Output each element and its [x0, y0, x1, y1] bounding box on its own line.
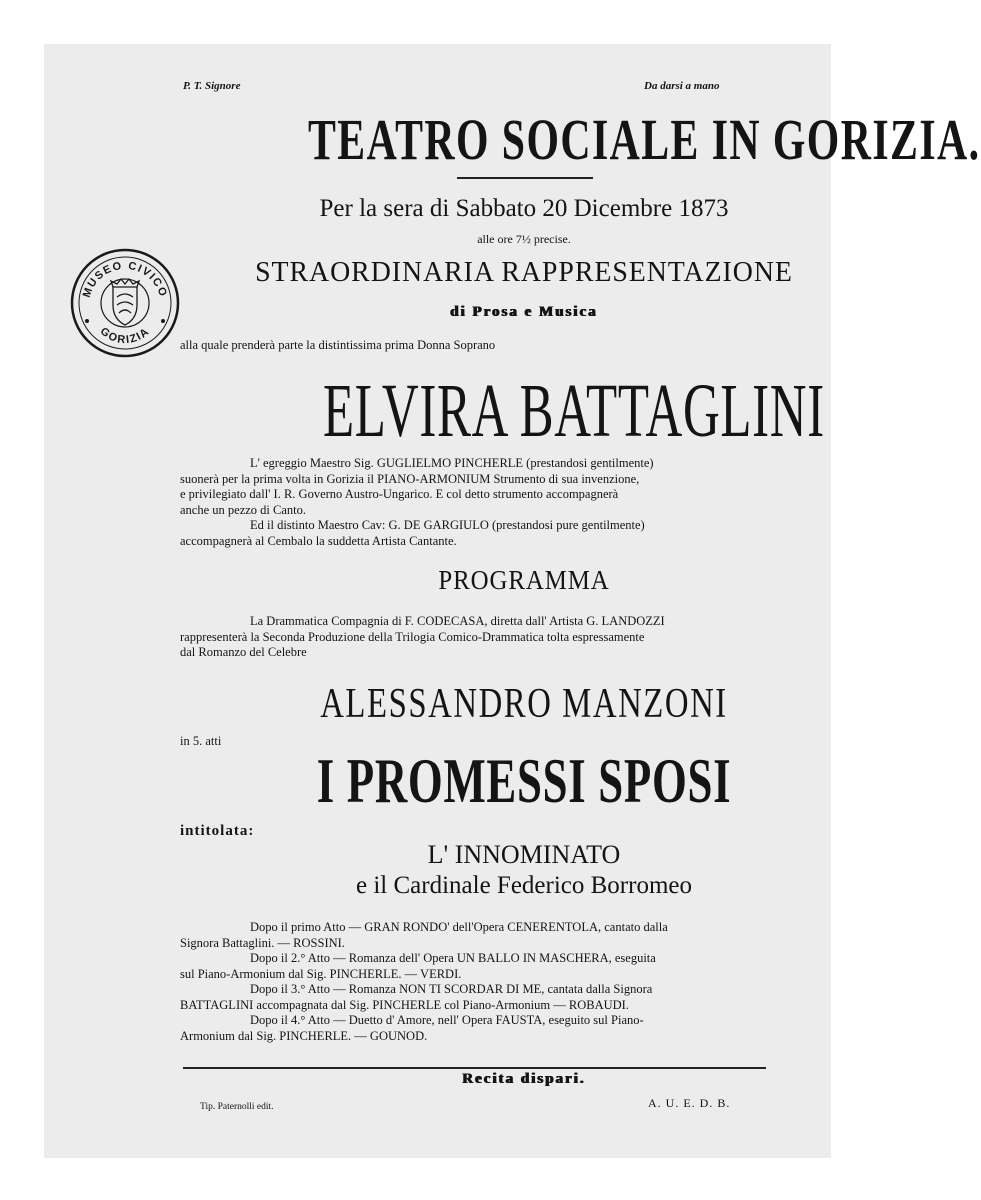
programma-heading: PROGRAMMA	[438, 565, 610, 595]
date-line: Per la sera di Sabbato 20 Dicembre 1873	[319, 195, 729, 222]
author-name: ALESSANDRO MANZONI	[320, 681, 728, 727]
stamp-top-text: MUSEO CIVICO	[80, 259, 170, 300]
interlude-line: Armonium dal Sig. PINCHERLE. — GOUNOD.	[180, 1028, 428, 1043]
intro-line: alla quale prenderà parte la distintissima prima Donna Soprano	[180, 338, 496, 352]
interlude-line: Signora Battaglini. — ROSSINI.	[180, 935, 345, 950]
svg-text:GORIZIA	[98, 325, 152, 346]
interlude-line: Dopo il 2.° Atto — Romanza dell' Opera UN BALLO IN MASCHERA, eseguita	[250, 951, 656, 965]
stamp-bottom-text: GORIZIA	[97, 325, 153, 347]
paragraph-line: dal Romanzo del Celebre	[180, 645, 307, 659]
paragraph-line: accompagnerà al Cembalo la suddetta Artista Cantante.	[180, 533, 457, 548]
recita-note: Recita dispari.	[462, 1071, 586, 1087]
footer-rule	[183, 1067, 766, 1069]
header-right-note: Da darsi a mano	[644, 80, 720, 92]
paragraph-line: rappresenterà la Seconda Produzione della Trilogia Comico-Drammatica tolta espressamente	[180, 629, 645, 644]
poster-sheet	[44, 44, 981, 1158]
theater-title: TEATRO SOCIALE IN GORIZIA.	[308, 107, 981, 172]
interlude-line: BATTAGLINI accompagnata dal Sig. PINCHERLE col Piano-Armonium — ROBAUDI.	[180, 997, 629, 1012]
header-left-note: P. T. Signore	[183, 80, 241, 92]
poster-content	[44, 44, 981, 1158]
time-line: alle ore 7½ precise.	[477, 232, 571, 246]
interlude-line: Dopo il primo Atto — GRAN RONDO' dell'Opera CENERENTOLA, cantato dalla	[250, 920, 668, 934]
paragraph-line: Ed il distinto Maestro Cav: G. DE GARGIULO (prestandosi pure gentilmente)	[250, 518, 645, 532]
printer-note: Tip. Paternolli edit.	[200, 1102, 274, 1112]
event-subheading: di Prosa e Musica	[450, 304, 598, 320]
interludes-list	[180, 920, 780, 1044]
initials-note: A. U. E. D. B.	[648, 1096, 731, 1110]
coat-of-arms-icon	[111, 279, 139, 325]
paragraph-line: anche un pezzo di Canto.	[180, 502, 306, 517]
paragraph-line: e privilegiato dall' I. R. Governo Austro-Ungarico. E col detto strumento accompagnerà	[180, 487, 619, 501]
interlude-line: Dopo il 4.° Atto — Duetto d' Amore, nell' Opera FAUSTA, eseguito sul Piano-	[250, 1013, 644, 1027]
interlude-line: Dopo il 3.° Atto — Romanza NON TI SCORDAR DI ME, cantata dalla Signora	[250, 982, 653, 996]
play-title: I PROMESSI SPOSI	[316, 745, 732, 816]
interlude-line: sul Piano-Armonium dal Sig. PINCHERLE. — VERDI.	[180, 966, 462, 981]
paragraph-compagnia	[180, 614, 780, 661]
subtitle-borromeo: e il Cardinale Federico Borromeo	[356, 872, 692, 899]
event-heading: STRAORDINARIA RAPPRESENTAZIONE	[255, 256, 793, 288]
paragraph-line: La Drammatica Compagnia di F. CODECASA, diretta dall' Artista G. LANDOZZI	[250, 614, 665, 628]
title-rule	[457, 177, 593, 179]
intitolata-label: intitolata:	[180, 823, 255, 839]
subtitle-innominato: L' INNOMINATO	[427, 840, 621, 869]
star-name: ELVIRA BATTAGLINI	[323, 369, 825, 453]
paragraph-line: suonerà per la prima volta in Gorizia il PIANO-ARMONIUM Strumento di sua invenzione,	[180, 471, 640, 486]
paragraph-pincherle	[180, 456, 780, 549]
acts-note: in 5. atti	[180, 734, 222, 748]
museum-stamp	[69, 247, 181, 359]
paragraph-line: L' egreggio Maestro Sig. GUGLIELMO PINCHERLE (prestandosi gentilmente)	[250, 456, 654, 470]
